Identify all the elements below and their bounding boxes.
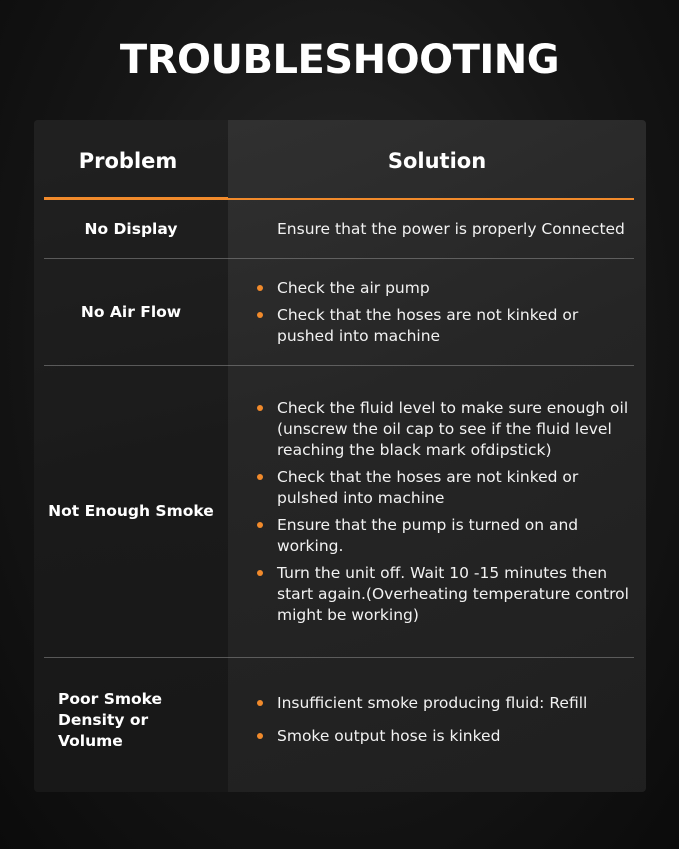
header-problem: Problem xyxy=(78,149,178,173)
solution-bullet: Ensure that the pump is turned on and working. xyxy=(255,515,633,557)
problem-cell xyxy=(34,259,228,365)
table-row xyxy=(34,200,646,258)
bullet-dot-icon xyxy=(257,312,263,318)
problem-label: Not Enough Smoke xyxy=(48,502,214,520)
troubleshooting-table xyxy=(34,120,646,792)
solution-bullet: Insufficient smoke producing fluid: Refill xyxy=(255,693,633,714)
bullet-dot-icon xyxy=(257,570,263,576)
page-title: TROUBLESHOOTING xyxy=(119,37,560,83)
solution-bullet: Check the fluid level to make sure enough oil (unscrew the oil cap to see if the fluid level reaching the black mark ofdipstick) xyxy=(255,398,633,461)
table-row xyxy=(34,366,646,657)
bullet-dot-icon xyxy=(257,700,263,706)
problem-cell xyxy=(34,200,228,258)
solution-cell xyxy=(255,200,633,258)
solution-text: Ensure that the power is properly Connected xyxy=(277,219,625,238)
problem-label: No Display xyxy=(84,219,178,238)
bullet-dot-icon xyxy=(257,474,263,480)
solution-cell xyxy=(255,366,633,657)
solution-bullet: Smoke output hose is kinked xyxy=(255,726,633,747)
table-header-row xyxy=(34,120,646,200)
problem-cell xyxy=(34,366,228,657)
solution-cell xyxy=(255,658,633,782)
solution-bullet: Check the air pump xyxy=(255,278,633,299)
solution-bullet: Turn the unit off. Wait 10 -15 minutes then start again.(Overheating temperature control might be working) xyxy=(255,563,633,626)
bullet-dot-icon xyxy=(257,733,263,739)
bullet-dot-icon xyxy=(257,522,263,528)
solution-bullet: Check that the hoses are not kinked or pulshed into machine xyxy=(255,467,633,509)
problem-label: No Air Flow xyxy=(80,302,182,321)
table-row xyxy=(34,259,646,365)
solution-bullet: Check that the hoses are not kinked or pushed into machine xyxy=(255,305,633,347)
header-solution: Solution xyxy=(387,149,487,173)
bullet-dot-icon xyxy=(257,405,263,411)
bullet-dot-icon xyxy=(257,285,263,291)
problem-cell xyxy=(34,658,228,782)
problem-label: Poor Smoke Density or Volume xyxy=(58,689,163,750)
solution-cell xyxy=(255,259,633,365)
table-row xyxy=(34,658,646,782)
